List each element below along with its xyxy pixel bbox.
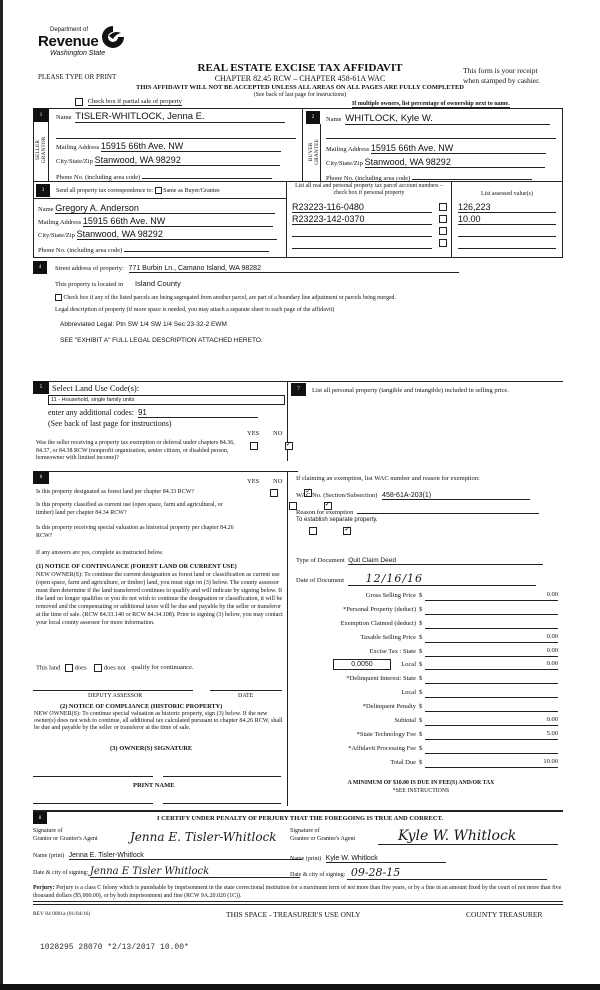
- fee-value-field[interactable]: [425, 702, 558, 712]
- parcel-list: [292, 202, 560, 250]
- correspondence-city-label: City/State/Zip: [38, 232, 75, 239]
- assessor-date-label: DATE: [238, 693, 254, 699]
- section-5-yes-label: YES: [247, 430, 260, 437]
- county-treasurer: COUNTY TREASURER: [466, 910, 543, 919]
- section-5-no-label: NO: [273, 430, 283, 437]
- fee-row: [296, 729, 561, 743]
- personal-property-checkbox[interactable]: [439, 203, 447, 211]
- buyer-phone-field[interactable]: [412, 171, 532, 180]
- doc-date-row: [296, 572, 536, 586]
- fee-value-field[interactable]: 0.00: [425, 591, 558, 601]
- buyer-side-label: [306, 124, 321, 182]
- grantor-date-label: Date & city of signing:: [33, 870, 89, 876]
- correspondence-mailing-field[interactable]: 15915 66th Ave. NW: [83, 216, 273, 227]
- send-correspondence-label: Send all property tax correspondence to:: [56, 187, 154, 194]
- currency-symbol: $: [419, 675, 423, 682]
- receipt-note-1: This form is your receipt: [463, 66, 538, 75]
- currency-symbol: $: [419, 717, 423, 724]
- fee-label: Total Due: [390, 759, 416, 766]
- grantor-sig-label-1: Signature of: [33, 828, 63, 834]
- currency-symbol: $: [419, 689, 423, 696]
- buyer-extra-line: [326, 138, 556, 139]
- multiple-owners-note: If multiple owners, list percentage of ownership next to name.: [352, 101, 510, 107]
- buyer-name-field[interactable]: WHITLOCK, Kyle W.: [345, 113, 550, 125]
- grantee-date-field[interactable]: 09-28-15: [347, 866, 547, 880]
- fee-label: *Affidavit Processing Fee: [348, 745, 416, 752]
- correspondence-mailing-label: Mailing Address: [38, 219, 82, 226]
- section-6-number: 6: [33, 471, 49, 484]
- form-revision: REV 84 0001a (01/04/16): [33, 911, 91, 917]
- fee-value-field[interactable]: [425, 619, 558, 629]
- cashier-stamp: 1028295 28070 *2/13/2017 10.00*: [40, 943, 189, 952]
- local-rate-box[interactable]: 0.0050: [333, 659, 391, 670]
- minimum-due-note: A MINIMUM OF $10.00 IS DUE IN FEE(S) AND/OR TAX: [347, 780, 495, 786]
- treasurer-use-only: THIS SPACE - TREASURER'S USE ONLY: [226, 910, 361, 919]
- additional-codes-field[interactable]: 91: [138, 408, 258, 418]
- parcel-row: [292, 238, 560, 250]
- fee-label: *State Technology Fee: [356, 731, 416, 738]
- seller-phone-label: Phone No. (including area code): [56, 174, 141, 181]
- section-5-see-back: (See back of last page for instructions): [48, 419, 172, 428]
- fee-row-total: [296, 757, 561, 771]
- fee-row: [296, 701, 561, 715]
- fee-label: Local: [401, 661, 416, 668]
- section-1-2-divider: [302, 108, 303, 182]
- currency-symbol: $: [419, 731, 423, 738]
- perjury-notice: [33, 885, 563, 902]
- fee-value-field[interactable]: [425, 744, 558, 754]
- assessed-header: List assessed value(s): [481, 191, 533, 197]
- grantor-name-row: [33, 852, 302, 860]
- seller-name-row: [56, 111, 296, 123]
- partial-sale-row: [75, 98, 182, 106]
- grantee-name-field[interactable]: Kyle W. Whitlock: [326, 855, 446, 863]
- form-chapter: CHAPTER 82.45 RCW – CHAPTER 458-61A WAC: [214, 74, 386, 83]
- grantee-signature-label: [290, 828, 355, 843]
- buyer-phone-label: Phone No. (including area code): [326, 175, 411, 182]
- personal-property-label: List all personal property (tangible and intangible) included in selling price.: [312, 387, 509, 394]
- notice-continuance-text: NEW OWNER(S): To continue the current designation as forest land or classification as current use (open space, farm and agriculture, or timber) land, you must sign on (3) below. The county assessor must then determine if the land transferred continues to qualify and will indicate by signing below. If the land no longer qualifies or you do not wish to continue the designation or classification, it will be removed and the compensating or additional taxes will be due and payable by the seller or transferor at the time of sale. (RCW 84.33.140 or RCW 84.34.108). Prior to signing (3) below, you may contact your local county assessor for more information.: [36, 572, 283, 626]
- deputy-assessor-line: [33, 690, 193, 691]
- parcel-account-field[interactable]: [292, 226, 432, 237]
- wac-field[interactable]: 458-61A-203(1): [382, 492, 530, 500]
- section-7-exemption-divider: [288, 471, 298, 472]
- fee-label: Subtotal: [394, 717, 416, 724]
- fee-value-field[interactable]: [425, 674, 558, 684]
- dor-swirl-logo-icon: [100, 24, 126, 50]
- reason-row: [296, 507, 539, 516]
- seller-city-field[interactable]: Stanwood, WA 98292: [95, 155, 280, 166]
- reason-field[interactable]: To establish separate property.: [296, 517, 378, 523]
- wac-row: [296, 492, 530, 500]
- buyer-label: BUYER: [308, 142, 314, 162]
- deputy-assessor-label: DEPUTY ASSESSOR: [88, 693, 143, 699]
- land-use-select[interactable]: 11 - Household, single family units: [48, 395, 285, 405]
- assessed-value-field[interactable]: [458, 238, 556, 249]
- total-due-field[interactable]: 10.00: [425, 758, 558, 768]
- correspondence-phone-label: Phone No. (including area code): [38, 247, 123, 254]
- seller-city-row: [56, 155, 296, 166]
- please-type-or-print: PLEASE TYPE OR PRINT: [38, 73, 117, 81]
- does-not-qualify-checkbox[interactable]: [94, 664, 102, 672]
- section-7-number: 7: [291, 383, 306, 396]
- fee-label: Exemption Claimed (deduct): [340, 620, 416, 627]
- personal-property-checkbox[interactable]: [439, 215, 447, 223]
- correspondence-name-row: [38, 203, 275, 214]
- section-2-number: 2: [306, 111, 320, 124]
- fee-value-field[interactable]: 0.00: [425, 647, 558, 657]
- print-name-line-1: [33, 803, 153, 804]
- buyer-city-field[interactable]: Stanwood, WA 98292: [365, 157, 545, 168]
- fee-label: Excise Tax : State: [369, 648, 416, 655]
- fee-label: Local: [401, 689, 416, 696]
- fee-row: [296, 743, 561, 757]
- abbreviated-legal[interactable]: Abbreviated Legal: Ptn SW 1/4 SW 1/4 Sec 23-32-2 EWM: [60, 321, 227, 328]
- grantor-label: GRANTOR: [41, 136, 47, 164]
- correspondence-city-row: [38, 229, 277, 240]
- fee-label: Taxable Selling Price: [360, 634, 416, 641]
- doc-type-label: Type of Document: [296, 557, 345, 564]
- section-8-top-line: [33, 810, 563, 812]
- assessed-value-field[interactable]: 10.00: [458, 214, 556, 225]
- section-5-number: 5: [33, 381, 49, 394]
- land-use-label: Select Land Use Code(s):: [52, 383, 140, 393]
- section-4-number: 4: [33, 261, 47, 274]
- segregate-checkbox[interactable]: [55, 294, 62, 301]
- scan-border-bottom: [0, 984, 600, 990]
- doc-type-row: [296, 557, 543, 565]
- parcel-account-field[interactable]: [292, 238, 432, 249]
- fee-value-field[interactable]: 0.00: [425, 660, 558, 670]
- grantor-signature-label: [33, 828, 98, 843]
- forest-land-yes-checkbox[interactable]: [270, 489, 278, 497]
- correspondence-city-field[interactable]: Stanwood, WA 98292: [77, 229, 277, 240]
- see-instructions-note: *SEE INSTRUCTIONS: [392, 788, 450, 794]
- grantee-sig-label-2: Grantee or Grantee's Agent: [290, 835, 356, 842]
- currency-symbol: $: [419, 648, 423, 655]
- wac-label: WAC No. (Section/Subsection): [296, 492, 378, 499]
- buyer-mailing-field[interactable]: 15915 66th Ave. NW: [371, 143, 546, 154]
- dor-logo: [38, 24, 133, 64]
- correspondence-phone-row: [38, 243, 269, 254]
- certify-statement: I CERTIFY UNDER PENALTY OF PERJURY THAT THE FOREGOING IS TRUE AND CORRECT.: [156, 815, 443, 822]
- owner-signature-line-1: [33, 776, 153, 777]
- segregate-row: [55, 294, 396, 301]
- fee-row: [296, 673, 561, 687]
- fee-label: *Delinquent Interest: State: [346, 675, 416, 682]
- grantee-label: GRANTEE: [314, 139, 320, 165]
- assessed-value-field[interactable]: 126,223: [458, 202, 556, 213]
- personal-property-checkbox[interactable]: [439, 239, 447, 247]
- fee-label: Gross Selling Price: [365, 592, 416, 599]
- section-6-box: [33, 471, 288, 806]
- fee-table: [296, 590, 561, 771]
- grantee-name-row: [290, 855, 446, 863]
- does-not-label: does not: [103, 664, 126, 672]
- form-title: REAL ESTATE EXCISE TAX AFFIDAVIT: [197, 62, 403, 74]
- correspondence-phone-field[interactable]: [124, 243, 269, 252]
- send-correspondence-row: [56, 187, 220, 194]
- owner-signature-line-2: [163, 776, 281, 777]
- county-value[interactable]: Island County: [134, 279, 181, 288]
- seller-mailing-field[interactable]: 15915 66th Ave. NW: [101, 141, 281, 152]
- seller-side-label: [33, 122, 49, 182]
- exemption-yes-checkbox[interactable]: [250, 442, 258, 450]
- buyer-phone-row: [326, 171, 556, 182]
- same-as-buyer-label: Same as Buyer/Grantee: [163, 187, 220, 194]
- parcel-row: [292, 202, 560, 214]
- segregate-label: Check box if any of the listed parcels are being segregated from another parcel, are part of a boundary line adjustment or parcels being merged.: [63, 294, 396, 301]
- section-8-number: 8: [33, 812, 47, 824]
- acceptance-warning: THIS AFFIDAVIT WILL NOT BE ACCEPTED UNLESS ALL AREAS ON ALL PAGES ARE FULLY COMPLETED: [136, 84, 464, 91]
- seller-phone-field[interactable]: [142, 170, 272, 179]
- correspondence-mailing-row: [38, 216, 273, 227]
- grantee-signature-field[interactable]: Kyle W. Whitlock: [378, 828, 558, 845]
- fee-row: [296, 687, 561, 701]
- street-address-row: [55, 264, 459, 273]
- personal-property-checkbox[interactable]: [439, 227, 447, 235]
- perjury-bottom-line: [33, 904, 563, 905]
- fee-row: [296, 604, 561, 618]
- parcel-account-field[interactable]: R23223-116-0480: [292, 202, 432, 213]
- parcel-account-field[interactable]: R23223-142-0370: [292, 214, 432, 225]
- parcel-header: List all real and personal property tax parcel account numbers – check box if personal property: [295, 183, 443, 196]
- fee-row: [296, 632, 561, 646]
- seller-label: SELLER: [35, 139, 41, 161]
- fee-row: [296, 715, 561, 729]
- fee-value-field[interactable]: [425, 688, 558, 698]
- doc-type-field[interactable]: Quit Claim Deed: [348, 557, 543, 565]
- section-1-number: 1: [33, 108, 49, 122]
- scan-border-left: [0, 0, 3, 990]
- grantee-name-label: Name (print): [290, 856, 322, 862]
- section-6-yes-label: YES: [247, 478, 260, 485]
- section-3-number: 3: [36, 184, 50, 197]
- personal-property-field[interactable]: [300, 408, 560, 463]
- buyer-mailing-row: [326, 143, 556, 154]
- correspondence-name-field[interactable]: Gregory A. Anderson: [55, 203, 275, 214]
- perjury-bold-label: Perjury:: [33, 885, 55, 891]
- grantor-sig-label-2: Grantor or Grantor's Agent: [33, 835, 98, 842]
- street-address-field[interactable]: 771 Burbin Ln., Camano Island, WA 98282: [129, 265, 459, 273]
- grantor-signature-field[interactable]: Jenna E. Tisler-Whitlock: [130, 830, 277, 844]
- this-land-label: This land: [36, 664, 61, 672]
- buyer-city-row: [326, 157, 556, 168]
- does-label: does: [74, 664, 87, 672]
- currency-symbol: $: [419, 703, 423, 710]
- historical-question: Is this property receiving special valuation as historical property per chapter 84.26 RCW?: [36, 525, 234, 539]
- notice-compliance-title: (2) NOTICE OF COMPLIANCE (HISTORIC PROPERTY): [60, 703, 223, 710]
- parcel-column-divider: [286, 182, 287, 258]
- grantor-date-field[interactable]: Jenna E Tisler Whitlock: [90, 866, 300, 878]
- section-3-top-line: [33, 198, 286, 199]
- seller-city-label: City/State/Zip: [56, 158, 93, 165]
- if-yes-instruction: If any answers are yes, complete as instructed below.: [36, 550, 164, 556]
- partial-sale-label: Check box if partial sale of property: [87, 98, 182, 106]
- parcel-row: [292, 214, 560, 226]
- section-6-no-label: NO: [273, 478, 283, 485]
- currency-symbol: $: [419, 759, 423, 766]
- currency-symbol: $: [419, 606, 423, 613]
- print-name-label: PRINT NAME: [133, 782, 175, 789]
- seller-mailing-row: [56, 141, 296, 152]
- assessor-date-line: [210, 690, 282, 691]
- seller-name-label: Name: [56, 114, 72, 121]
- buyer-name-label: Name: [326, 116, 342, 123]
- grantee-date-label: Date & city of signing:: [290, 872, 346, 878]
- owner-signature-title: (3) OWNER(S) SIGNATURE: [110, 745, 193, 752]
- logo-line1: Department of: [50, 27, 89, 33]
- exemption-question: Was the seller receiving a property tax exemption or deferral under chapters 84.36, 84.37, or 84.38 RCW (nonprofit organization, senior citizen, or disabled person, homeowner with limited income)?: [36, 440, 235, 461]
- grantee-date-row: [290, 866, 547, 880]
- county-label: This property is located in: [55, 281, 124, 288]
- exhibit-a-note: SEE "EXHIBIT A" FULL LEGAL DESCRIPTION ATTACHED HERETO.: [60, 337, 263, 344]
- fee-value-field[interactable]: 0.00: [425, 633, 558, 643]
- qualify-label: qualify for continuance.: [131, 664, 194, 672]
- currency-symbol: $: [419, 592, 423, 599]
- correspondence-name-label: Name: [38, 206, 54, 213]
- receipt-note-2: when stamped by cashier.: [463, 76, 541, 85]
- reason-label: Reason for exemption: [296, 509, 354, 516]
- reason-line: [357, 507, 539, 514]
- buyer-mailing-label: Mailing Address: [326, 146, 370, 153]
- current-use-question: Is this property classified as current use (open space, farm and agricultural, or timber) land per chapter 84.34 RCW?: [36, 502, 223, 516]
- partial-sale-checkbox[interactable]: [75, 98, 83, 106]
- does-qualify-checkbox[interactable]: [65, 664, 73, 672]
- currency-symbol: $: [419, 745, 423, 752]
- fee-value-field[interactable]: [425, 605, 558, 615]
- county-row: [55, 279, 181, 288]
- grantor-name-field[interactable]: Jenna E. Tisler-Whitlock: [69, 852, 302, 860]
- currency-symbol: $: [419, 620, 423, 627]
- assessed-value-field[interactable]: [458, 226, 556, 237]
- perjury-text: Perjury is a class C felony which is punishable by imprisonment in the state correctional institution for a maximum term of not more than five years, or by a fine in an amount fixed by the court of not more than five thousand dollars ($5,000.00), or by both imprisonment and fine (RCW 9A.20.020 (1C)).: [33, 885, 562, 899]
- seller-mailing-label: Mailing Address: [56, 144, 100, 151]
- same-as-buyer-checkbox[interactable]: [155, 187, 162, 194]
- fee-label: *Delinquent Penalty: [362, 703, 416, 710]
- logo-line2: Revenue: [38, 33, 99, 50]
- seller-phone-row: [56, 170, 296, 181]
- print-name-line-2: [163, 803, 281, 804]
- additional-codes-label: enter any additional codes:: [48, 408, 134, 417]
- see-back-instructions: (See back of last page for instructions): [253, 92, 347, 98]
- fee-row: [296, 618, 561, 632]
- currency-symbol: $: [419, 634, 423, 641]
- street-address-label: Street address of property:: [55, 265, 124, 272]
- forest-land-question: Is this property designated as forest land per chapter 84.33 RCW?: [36, 489, 195, 495]
- fee-row: [296, 646, 561, 659]
- continuance-row: [36, 664, 194, 672]
- legal-description-label: Legal description of property (if more space is needed, you may attach a separate sheet to each page of the affidavit): [55, 307, 335, 313]
- seller-extra-line: [56, 138, 296, 139]
- notice-continuance-title: (1) NOTICE OF CONTINUANCE (FOREST LAND OR CURRENT USE): [36, 563, 237, 570]
- grantee-sig-label-1: Signature of: [290, 828, 320, 834]
- doc-date-field[interactable]: 12/16/16: [348, 572, 536, 586]
- logo-line3: Washington State: [50, 50, 106, 57]
- seller-name-field[interactable]: TISLER-WHITLOCK, Jenna E.: [75, 111, 285, 123]
- parcel-row: [292, 226, 560, 238]
- notice-compliance-text: NEW OWNER(S): To continue special valuation as historic property, sign (3) below. If the new owner(s) does not wish to continue, all additional tax calculated pursuant to chapter 84.26 RCW, shall be due and payable by the seller or transferor at the time of sale.: [34, 711, 283, 731]
- doc-date-label: Date of Document: [296, 577, 345, 584]
- fee-row: [296, 590, 561, 604]
- exemption-intro: If claiming an exemption, list WAC number and reason for exemption:: [296, 475, 480, 482]
- fee-row: [296, 659, 561, 673]
- grantor-date-row: [33, 866, 300, 878]
- grantor-name-label: Name (print): [33, 853, 65, 859]
- additional-codes-row: [48, 408, 258, 418]
- buyer-name-row: [326, 113, 556, 125]
- buyer-city-label: City/State/Zip: [326, 160, 363, 167]
- fee-label: *Personal Property (deduct): [343, 606, 416, 613]
- fee-value-field[interactable]: 5.00: [425, 730, 558, 740]
- fee-value-field[interactable]: 0.00: [425, 716, 558, 726]
- currency-symbol: $: [419, 661, 423, 668]
